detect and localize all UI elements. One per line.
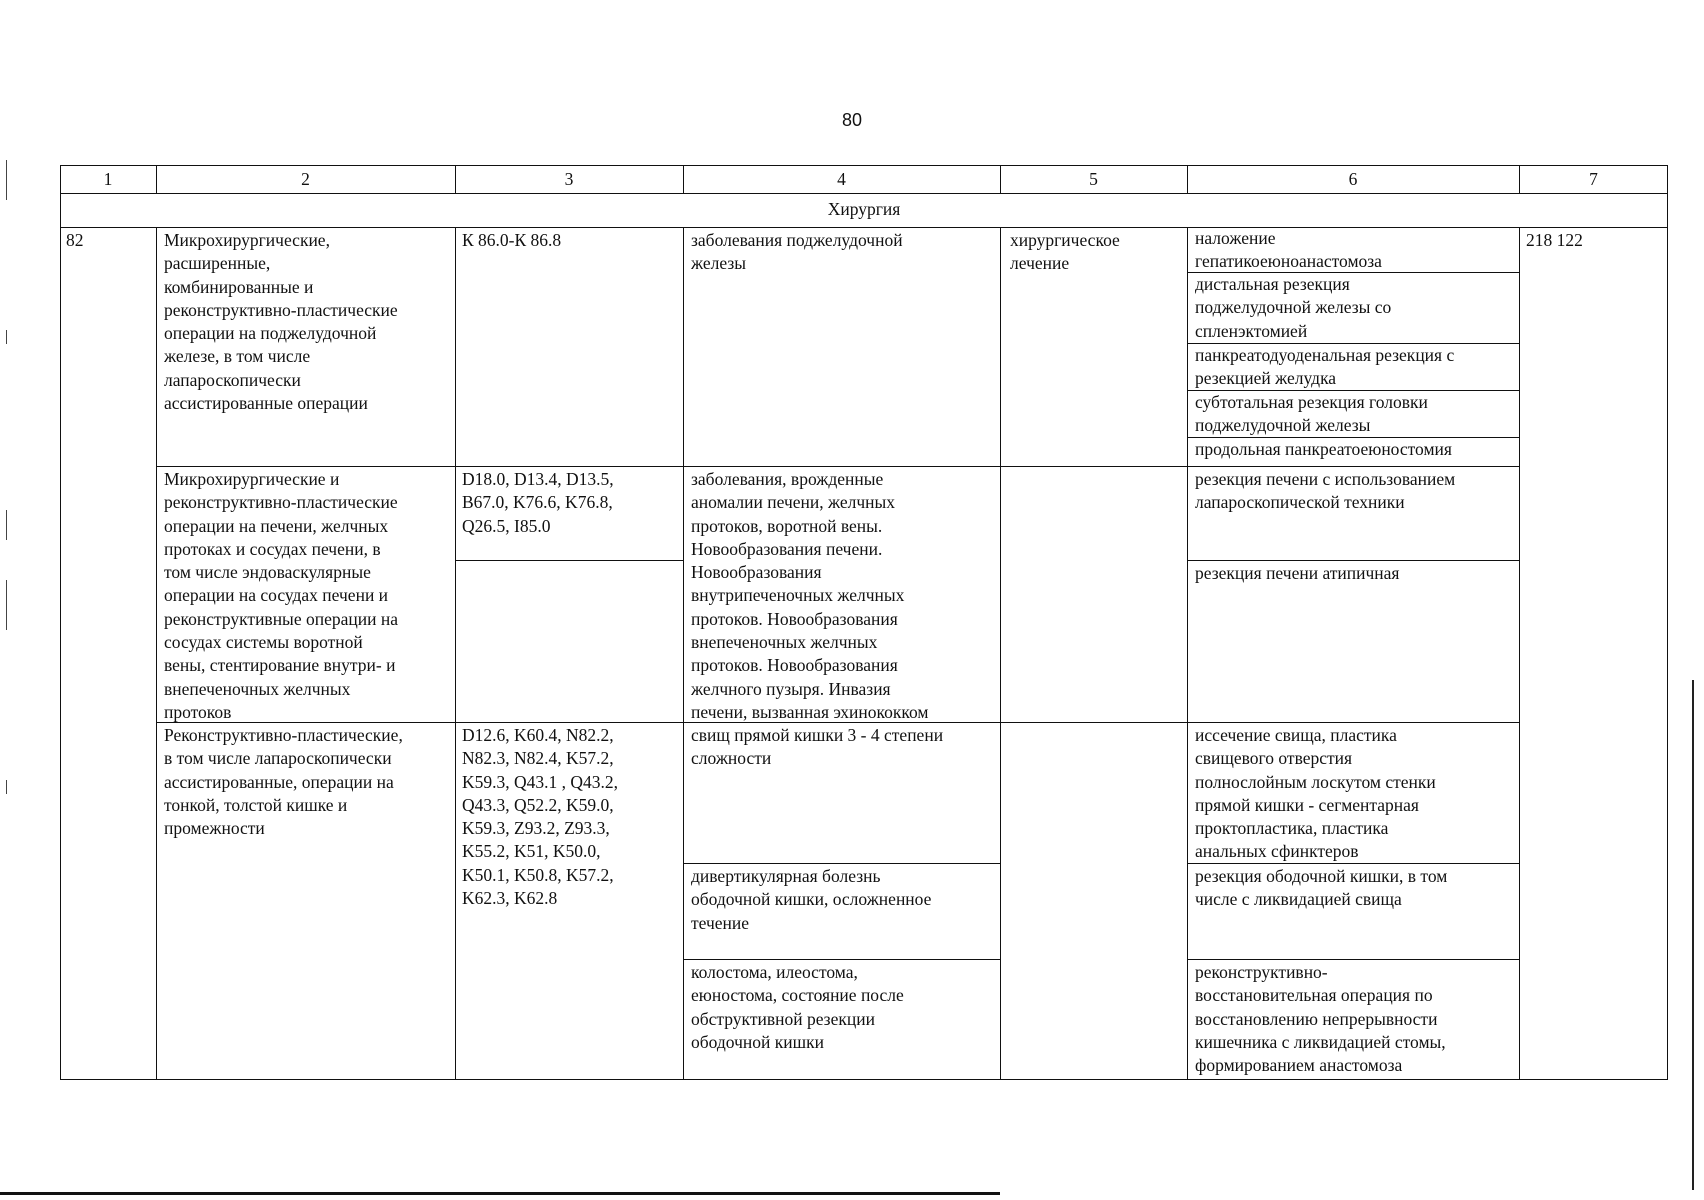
scan-mark xyxy=(6,330,7,344)
group-1-method-2: дистальная резекция поджелудочной железы со спленэктомией xyxy=(1195,274,1392,341)
scan-mark xyxy=(6,510,7,540)
table-border-right xyxy=(1667,165,1668,1080)
col-divider-6b xyxy=(1519,227,1520,1080)
col-number-4: 4 xyxy=(837,169,846,189)
treatment-type: хирургическое лечение xyxy=(1010,230,1120,274)
group-1-method-1: наложение гепатикоеюноанастомоза xyxy=(1195,228,1382,272)
page-number: 80 xyxy=(841,110,863,130)
group-3-name: Реконструктивно-пластические, в том числе лапароскопически ассистированные, операции на тонкой, толстой кишке и промежности xyxy=(164,725,403,839)
col-number-7: 7 xyxy=(1589,169,1598,189)
group-3-method-1: иссечение свища, пластика свищевого отверстия полнослойным лоскутом стенки прямой кишки - сегментарная проктопластика, пластика анальных сфинктеров xyxy=(1195,725,1436,862)
group-divider-1 xyxy=(156,466,1519,467)
group-3-method-2: резекция ободочной кишки, в том числе с ликвидацией свища xyxy=(1195,866,1448,910)
method-divider-5 xyxy=(1187,560,1519,561)
group-2-method-1: резекция печени с использованием лапароскопической техники xyxy=(1195,469,1456,513)
row-number: 82 xyxy=(66,230,84,250)
right-scan-edge xyxy=(1692,680,1694,1190)
group-2-name: Микрохирургические и реконструктивно-пластические операции на печени, желчных протоках и сосудах печени, в том числе эндоваскулярные операции на сосудах печени и реконструктивные операции на сосудах системы воротной вены, стентирование внутри- и внепеченочных желчных протоков xyxy=(164,469,398,722)
group-3-diagnosis-1: свищ прямой кишки 3 - 4 степени сложности xyxy=(691,725,944,769)
group-2-codes: D18.0, D13.4, D13.5, B67.0, K76.6, K76.8, Q26.5, I85.0 xyxy=(462,469,614,536)
col-divider-5b xyxy=(1187,227,1188,1080)
col-number-3: 3 xyxy=(564,169,574,189)
table-border-bottom xyxy=(60,1079,1668,1080)
col-number-2: 2 xyxy=(301,169,310,189)
group-3-diagnosis-3: колостома, илеостома, еюностома, состояние после обструктивной резекции ободочной кишки xyxy=(691,962,904,1052)
section-title: Хирургия xyxy=(827,199,901,219)
header-row-divider xyxy=(60,193,1668,194)
scan-mark xyxy=(6,780,7,794)
group-1-method-3: панкреатодуоденальная резекция с резекцией желудка xyxy=(1195,345,1455,389)
group-3-method-3: реконструктивно- восстановительная операция по восстановлению непрерывности кишечника с ликвидацией стомы, формированием анастомоза xyxy=(1195,962,1446,1076)
col-divider-3b xyxy=(683,227,684,1080)
price: 218 122 xyxy=(1526,230,1583,250)
group-2-method-2: резекция печени атипичная xyxy=(1195,563,1400,583)
method-divider-7 xyxy=(1187,959,1519,960)
group-3-diagnosis-2: дивертикулярная болезнь ободочной кишки, осложненное течение xyxy=(691,866,932,933)
col-divider-2b xyxy=(455,227,456,1080)
col-divider-4b xyxy=(1000,227,1001,1080)
col-number-1: 1 xyxy=(103,169,113,189)
codes-divider xyxy=(455,560,683,561)
group-1-codes: К 86.0-К 86.8 xyxy=(462,230,562,250)
col-divider-1b xyxy=(156,227,157,1080)
scan-mark xyxy=(6,580,7,630)
group-1-method-5: продольная панкреатоеюностомия xyxy=(1195,439,1452,459)
services-table xyxy=(60,165,1668,1080)
col-number-6: 6 xyxy=(1348,169,1358,189)
scan-mark xyxy=(6,160,7,200)
col-number-5: 5 xyxy=(1089,169,1098,189)
group-3-codes: D12.6, K60.4, N82.2, N82.3, N82.4, K57.2, K59.3, Q43.1 , Q43.2, Q43.3, Q52.2, K59.0, K59.3, Z93.2, Z93.3, K55.2, K51, K50.0, K50.1, K50.8, K57.2, K62.3, K62.8 xyxy=(462,725,619,909)
diagnosis-divider-2 xyxy=(683,959,1000,960)
table-border-left xyxy=(60,165,61,1080)
bottom-scan-line xyxy=(0,1192,1000,1195)
diagnosis-divider-1 xyxy=(683,863,1000,864)
group-1-name: Микрохирургические, расширенные, комбинированные и реконструктивно-пластические операции на поджелудочной железе, в том числе лапароскопически ассистированные операции xyxy=(164,230,398,414)
group-2-diagnosis: заболевания, врожденные аномалии печени, желчных протоков, воротной вены. Новообразования печени. Новообразования внутрипеченочных желчных протоков. Новообразования внепеченочных желчных протоков. Новообразования желчного пузыря. Инвазия печени, вызванная эхинококком xyxy=(691,469,929,722)
group-1-diagnosis: заболевания поджелудочной железы xyxy=(691,230,903,274)
group-1-method-4: субтотальная резекция головки поджелудочной железы xyxy=(1195,392,1428,436)
